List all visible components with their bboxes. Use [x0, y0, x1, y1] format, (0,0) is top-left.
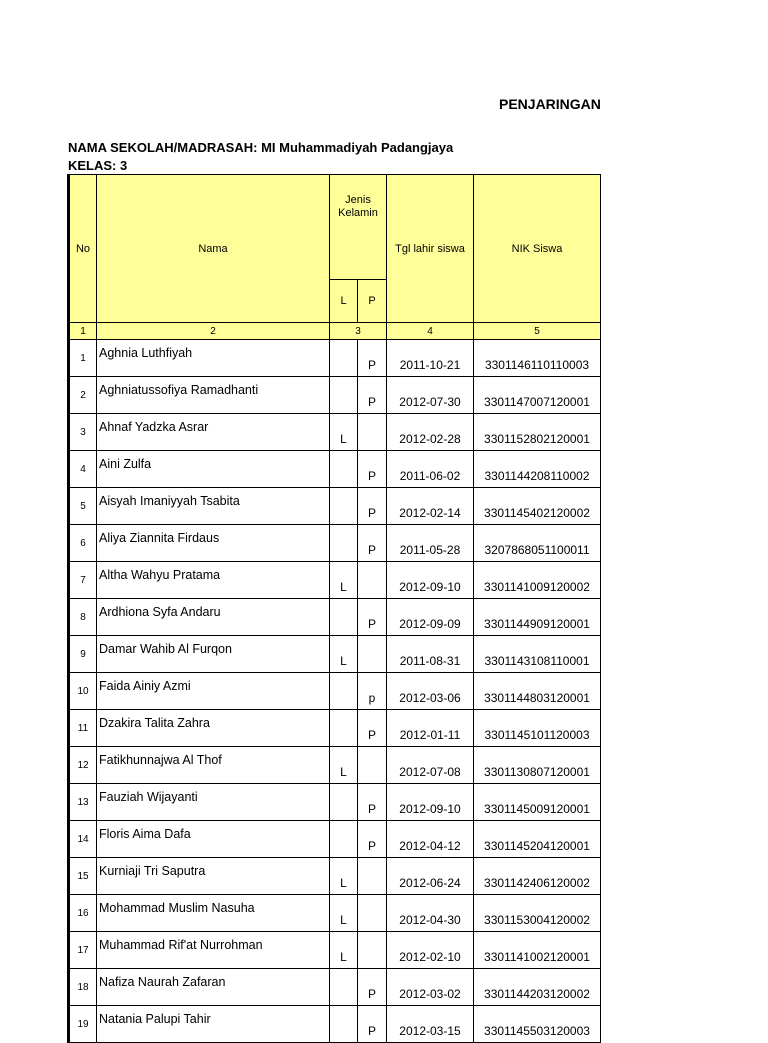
- col-number: 1: [69, 323, 97, 340]
- table-row: [69, 636, 601, 673]
- class-label: KELAS: 3: [68, 158, 128, 173]
- row-sex-p: P: [358, 969, 387, 1006]
- row-sex-p: P: [358, 377, 387, 414]
- row-tgl-lahir: 2011-05-28: [387, 525, 474, 562]
- row-sex-p: [358, 562, 387, 599]
- header-nama: Nama: [97, 175, 330, 323]
- row-no: 12: [69, 747, 97, 784]
- row-nik: 3301141002120001: [474, 932, 601, 969]
- school-name: NAMA SEKOLAH/MADRASAH: MI Muhammadiyah Padangjaya: [68, 140, 454, 155]
- row-no: 8: [69, 599, 97, 636]
- page-title: PENJARINGAN: [499, 96, 601, 112]
- row-nik: 3301144203120002: [474, 969, 601, 1006]
- table-row: [69, 747, 601, 784]
- row-tgl-lahir: 2012-04-30: [387, 895, 474, 932]
- row-nik: 3301152802120001: [474, 414, 601, 451]
- row-sex-l: [330, 673, 358, 710]
- row-sex-p: [358, 414, 387, 451]
- row-sex-l: [330, 377, 358, 414]
- row-no: 5: [69, 488, 97, 525]
- row-no: 7: [69, 562, 97, 599]
- table-row: [69, 969, 601, 1006]
- row-tgl-lahir: 2011-08-31: [387, 636, 474, 673]
- row-nama: Natania Palupi Tahir: [97, 1006, 330, 1043]
- table-row: [69, 488, 601, 525]
- row-no: 15: [69, 858, 97, 895]
- row-no: 18: [69, 969, 97, 1006]
- row-no: 17: [69, 932, 97, 969]
- row-nama: Ardhiona Syfa Andaru: [97, 599, 330, 636]
- row-sex-p: P: [358, 525, 387, 562]
- row-no: 14: [69, 821, 97, 858]
- row-sex-l: [330, 488, 358, 525]
- row-tgl-lahir: 2012-09-10: [387, 784, 474, 821]
- row-tgl-lahir: 2012-03-06: [387, 673, 474, 710]
- row-nik: 3301143108110001: [474, 636, 601, 673]
- row-tgl-lahir: 2011-06-02: [387, 451, 474, 488]
- row-nama: Nafiza Naurah Zafaran: [97, 969, 330, 1006]
- row-sex-p: P: [358, 599, 387, 636]
- row-sex-l: L: [330, 636, 358, 673]
- row-no: 10: [69, 673, 97, 710]
- row-no: 13: [69, 784, 97, 821]
- row-tgl-lahir: 2011-10-21: [387, 340, 474, 377]
- row-sex-l: L: [330, 932, 358, 969]
- row-sex-l: L: [330, 858, 358, 895]
- row-nama: Muhammad Rif'at Nurrohman: [97, 932, 330, 969]
- row-tgl-lahir: 2012-02-28: [387, 414, 474, 451]
- row-sex-l: [330, 451, 358, 488]
- row-sex-l: [330, 525, 358, 562]
- row-nama: Damar Wahib Al Furqon: [97, 636, 330, 673]
- row-nik: 3301144208110002: [474, 451, 601, 488]
- row-no: 2: [69, 377, 97, 414]
- row-nama: Fatikhunnajwa Al Thof: [97, 747, 330, 784]
- row-nama: Mohammad Muslim Nasuha: [97, 895, 330, 932]
- row-no: 11: [69, 710, 97, 747]
- row-tgl-lahir: 2012-02-14: [387, 488, 474, 525]
- row-no: 9: [69, 636, 97, 673]
- row-sex-p: P: [358, 488, 387, 525]
- row-sex-p: P: [358, 784, 387, 821]
- table-row: [69, 1006, 601, 1043]
- row-tgl-lahir: 2012-09-10: [387, 562, 474, 599]
- row-sex-p: [358, 895, 387, 932]
- table-row: [69, 414, 601, 451]
- table-row: [69, 821, 601, 858]
- row-tgl-lahir: 2012-03-15: [387, 1006, 474, 1043]
- row-nama: Fauziah Wijayanti: [97, 784, 330, 821]
- header-tgl-lahir: Tgl lahir siswa: [387, 175, 474, 323]
- table-row: [69, 377, 601, 414]
- row-sex-p: P: [358, 340, 387, 377]
- row-sex-l: L: [330, 562, 358, 599]
- row-sex-p: P: [358, 821, 387, 858]
- row-nik: 3301145503120003: [474, 1006, 601, 1043]
- row-sex-l: [330, 969, 358, 1006]
- row-nama: Faida Ainiy Azmi: [97, 673, 330, 710]
- student-rows: [69, 340, 601, 1043]
- row-sex-l: [330, 599, 358, 636]
- table-row: [69, 451, 601, 488]
- row-no: 16: [69, 895, 97, 932]
- row-no: 4: [69, 451, 97, 488]
- table-row: [69, 673, 601, 710]
- row-sex-l: L: [330, 747, 358, 784]
- table-row: [69, 599, 601, 636]
- col-number: 3: [330, 323, 387, 340]
- row-sex-l: [330, 710, 358, 747]
- table-row: [69, 562, 601, 599]
- row-tgl-lahir: 2012-04-12: [387, 821, 474, 858]
- table-row: [69, 710, 601, 747]
- row-no: 1: [69, 340, 97, 377]
- row-nama: Kurniaji Tri Saputra: [97, 858, 330, 895]
- row-tgl-lahir: 2012-02-10: [387, 932, 474, 969]
- header-nik: NIK Siswa: [474, 175, 601, 323]
- row-sex-l: [330, 821, 358, 858]
- row-tgl-lahir: 2012-07-08: [387, 747, 474, 784]
- row-sex-p: P: [358, 710, 387, 747]
- row-sex-p: [358, 636, 387, 673]
- row-nik: 3301144803120001: [474, 673, 601, 710]
- row-sex-l: L: [330, 414, 358, 451]
- table-row: [69, 340, 601, 377]
- row-sex-p: [358, 858, 387, 895]
- row-nik: 3207868051100011: [474, 525, 601, 562]
- header-jenis-kelamin-label: Jenis Kelamin: [338, 194, 378, 219]
- row-tgl-lahir: 2012-09-09: [387, 599, 474, 636]
- table-row: [69, 895, 601, 932]
- row-nama: Aghniatussofiya Ramadhanti: [97, 377, 330, 414]
- row-nik: 3301141009120002: [474, 562, 601, 599]
- row-sex-l: [330, 340, 358, 377]
- table-row: [69, 784, 601, 821]
- row-nama: Floris Aima Dafa: [97, 821, 330, 858]
- table-row: [69, 932, 601, 969]
- col-number: 4: [387, 323, 474, 340]
- row-tgl-lahir: 2012-03-02: [387, 969, 474, 1006]
- row-sex-l: [330, 784, 358, 821]
- row-sex-l: L: [330, 895, 358, 932]
- row-nama: Dzakira Talita Zahra: [97, 710, 330, 747]
- row-nik: 3301130807120001: [474, 747, 601, 784]
- row-tgl-lahir: 2012-01-11: [387, 710, 474, 747]
- row-nik: 3301147007120001: [474, 377, 601, 414]
- row-sex-l: [330, 1006, 358, 1043]
- header-p: P: [358, 280, 387, 323]
- student-table: [67, 174, 601, 1043]
- row-sex-p: P: [358, 451, 387, 488]
- row-nik: 3301145009120001: [474, 784, 601, 821]
- row-tgl-lahir: 2012-06-24: [387, 858, 474, 895]
- row-nama: Aliya Ziannita Firdaus: [97, 525, 330, 562]
- row-nik: 3301145204120001: [474, 821, 601, 858]
- table-row: [69, 525, 601, 562]
- row-nama: Altha Wahyu Pratama: [97, 562, 330, 599]
- row-nik: 3301145101120003: [474, 710, 601, 747]
- row-nik: 3301142406120002: [474, 858, 601, 895]
- header-l: L: [330, 280, 358, 323]
- row-no: 6: [69, 525, 97, 562]
- row-sex-p: P: [358, 1006, 387, 1043]
- row-tgl-lahir: 2012-07-30: [387, 377, 474, 414]
- row-nik: 3301146110110003: [474, 340, 601, 377]
- row-sex-p: [358, 932, 387, 969]
- table-row: [69, 858, 601, 895]
- row-nik: 3301145402120002: [474, 488, 601, 525]
- header-jenis-kelamin: [330, 175, 387, 280]
- col-number: 5: [474, 323, 601, 340]
- header-no: No: [69, 175, 97, 323]
- row-nama: Ahnaf Yadzka Asrar: [97, 414, 330, 451]
- col-number: 2: [97, 323, 330, 340]
- row-nik: 3301144909120001: [474, 599, 601, 636]
- row-no: 19: [69, 1006, 97, 1043]
- row-sex-p: [358, 747, 387, 784]
- row-nama: Aghnia Luthfiyah: [97, 340, 330, 377]
- row-nama: Aini Zulfa: [97, 451, 330, 488]
- row-sex-p: p: [358, 673, 387, 710]
- row-nik: 3301153004120002: [474, 895, 601, 932]
- row-nama: Aisyah Imaniyyah Tsabita: [97, 488, 330, 525]
- row-no: 3: [69, 414, 97, 451]
